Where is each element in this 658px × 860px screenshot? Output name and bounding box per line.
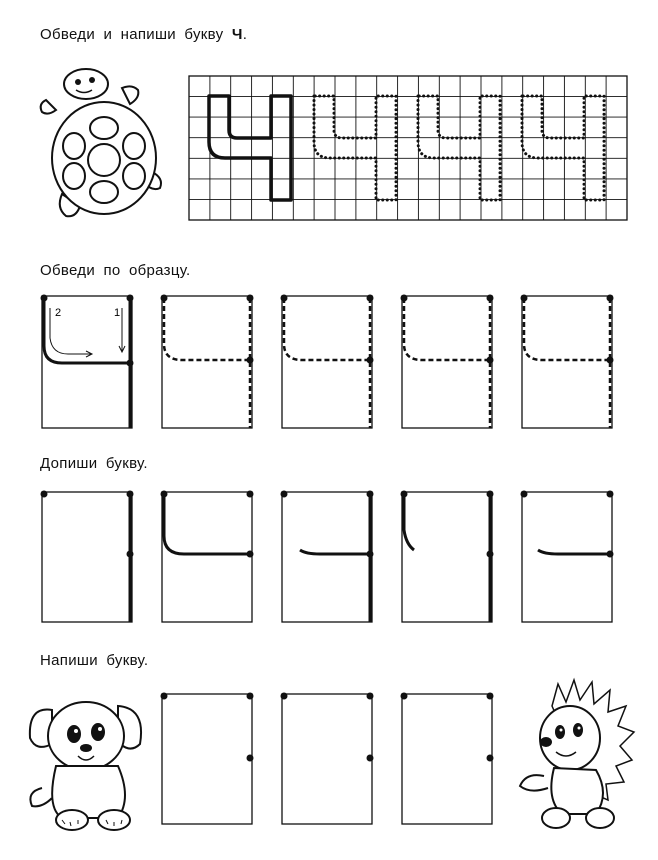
dotted-letter-1 — [314, 96, 396, 200]
title-text: Обведи и напиши букву — [40, 26, 224, 43]
finish-row — [38, 490, 618, 630]
write-box-3 — [401, 693, 494, 825]
title-instruction — [40, 26, 247, 43]
write-row — [158, 692, 498, 832]
trace-box-2 — [281, 295, 374, 429]
title-suffix: . — [242, 26, 248, 43]
trace-box-1 — [161, 295, 254, 429]
finish-box-5 — [521, 491, 614, 623]
finish-box-3 — [281, 491, 374, 623]
dotted-letter-2 — [418, 96, 500, 200]
solid-letter-sample — [209, 96, 291, 200]
write-box-2 — [281, 693, 374, 825]
puppy-illustration — [22, 688, 152, 838]
finish-box-4 — [401, 491, 494, 623]
trace-box-4 — [521, 295, 614, 429]
finish-box-1 — [41, 491, 134, 623]
finish-box-2 — [161, 491, 254, 623]
write-instruction: Напиши букву. — [40, 652, 149, 669]
trace-instruction: Обведи по образцу. — [40, 262, 191, 279]
finish-instruction: Допиши букву. — [40, 455, 148, 472]
title-letter: Ч — [231, 26, 243, 43]
trace-box-3 — [401, 295, 494, 429]
trace-row — [38, 294, 618, 434]
stroke-number-2: 2 — [55, 307, 62, 319]
turtle-illustration — [34, 62, 174, 232]
dotted-letter-3 — [522, 96, 604, 200]
stroke-number-1: 1 — [114, 307, 121, 319]
hedgehog-illustration — [512, 676, 642, 836]
write-box-1 — [161, 693, 254, 825]
letter-grid — [189, 76, 629, 222]
